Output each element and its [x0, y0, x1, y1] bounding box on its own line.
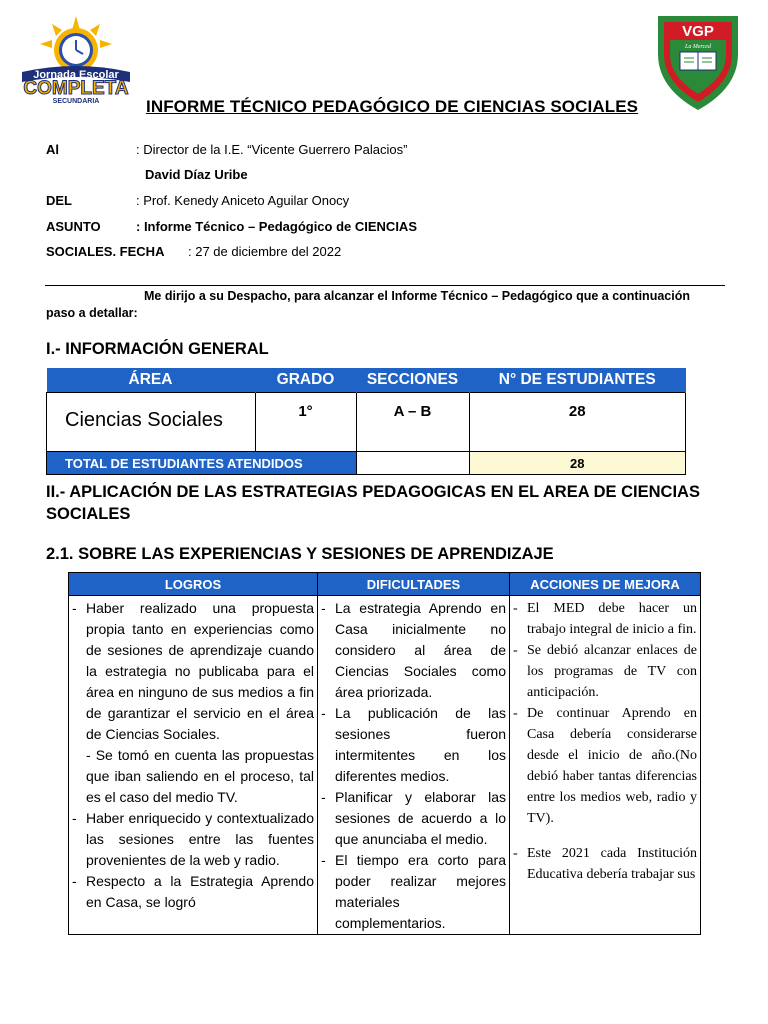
experiences-table [68, 572, 701, 935]
cell-grado: 1° [255, 393, 356, 452]
logros-cell [69, 596, 318, 935]
al-name: David Díaz Uribe [145, 167, 248, 182]
col-acciones: ACCIONES DE MEJORA [510, 573, 701, 596]
intro-text: Me dirijo a su Despacho, para alcanzar el Informe Técnico – Pedagógico que a continuación paso a detallar: [46, 289, 690, 320]
total-label: TOTAL DE ESTUDIANTES ATENDIDOS [47, 452, 357, 475]
col-logros: LOGROS [69, 573, 318, 596]
total-value: 28 [469, 452, 686, 475]
list-item: - Se tomó en cuenta las propuestas que iban saliendo en el proceso, tal es el caso del medio TV. [86, 747, 314, 805]
total-spacer [356, 452, 469, 475]
asunto-value: : Informe Técnico – Pedagógico de CIENCIAS [136, 219, 417, 234]
total-row [47, 452, 686, 475]
table-row [69, 596, 701, 935]
list-item: - Respecto a la Estrategia Aprendo en Casa, se logró [72, 873, 314, 910]
svg-text:SECUNDARIA: SECUNDARIA [52, 98, 100, 104]
svg-text:VGP: VGP [682, 23, 714, 40]
list-item: - El tiempo era corto para poder realizar mejores materiales complementarios. [321, 852, 506, 931]
svg-text:Jornada Escolar: Jornada Escolar [33, 69, 119, 81]
document-title: INFORME TÉCNICO PEDAGÓGICO DE CIENCIAS SOCIALES [146, 97, 639, 116]
jornada-escolar-completa-logo [12, 14, 140, 104]
asunto-line2: SOCIALES. FECHA [46, 244, 165, 259]
al-label: Al [46, 142, 59, 157]
dificultades-cell [318, 596, 510, 935]
section-1-heading: I.- INFORMACIÓN GENERAL [46, 340, 269, 358]
col-dificultades: DIFICULTADES [318, 573, 510, 596]
list-item: - Haber enriquecido y contextualizado las sesiones entre las fuentes provenientes de la web y radio. [72, 810, 314, 868]
header-divider [45, 285, 725, 286]
list-item: - La estrategia Aprendo en Casa inicialmente no considero al área de Ciencias Sociales como área priorizada. [321, 600, 506, 700]
list-item: - La publicación de las sesiones fueron intermitentes en los diferentes medios. [321, 705, 506, 784]
del-value: : Prof. Kenedy Aniceto Aguilar Onocy [136, 193, 350, 208]
list-item: - Planificar y elaborar las sesiones de acuerdo a lo que anunciaba el medio. [321, 789, 506, 847]
intro-paragraph [46, 288, 722, 322]
svg-text:COMPLETA: COMPLETA [23, 78, 129, 99]
acciones-cell [510, 596, 701, 935]
col-estudiantes: N° DE ESTUDIANTES [469, 368, 686, 393]
list-item: - Haber realizado una propuesta propia tanto en experiencias como de sesiones de aprendizaje cuando la estrategia no publicaba para el área en ninguno de sus medios a fin de garantizar el servicio en el área de Ciencias Sociales. [72, 600, 314, 742]
list-item: - Se debió alcanzar enlaces de los programas de TV con anticipación. [513, 643, 697, 700]
svg-text:La Merced: La Merced [685, 44, 711, 50]
list-item: - Este 2021 cada Institución Educativa debería trabajar sus [513, 846, 697, 882]
cell-secciones: A – B [356, 393, 469, 452]
list-item: - El MED debe hacer un trabajo integral de inicio a fin. [513, 601, 697, 637]
cell-estudiantes: 28 [469, 393, 686, 452]
general-info-table [46, 368, 686, 475]
asunto-label: ASUNTO [46, 219, 101, 234]
vgp-school-crest-logo [656, 14, 740, 112]
section-2-heading: II.- APLICACIÓN DE LAS ESTRATEGIAS PEDAGOGICAS EN EL AREA DE CIENCIAS SOCIALES [46, 483, 700, 523]
table-row [47, 393, 686, 452]
fecha-value: : 27 de diciembre del 2022 [188, 244, 342, 259]
col-area: ÁREA [47, 368, 256, 393]
del-label: DEL [46, 193, 72, 208]
al-value: : Director de la I.E. “Vicente Guerrero Palacios” [136, 142, 408, 157]
col-secciones: SECCIONES [356, 368, 469, 393]
section-2-1-heading: 2.1. SOBRE LAS EXPERIENCIAS Y SESIONES DE APRENDIZAJE [46, 545, 554, 563]
col-grado: GRADO [255, 368, 356, 393]
cell-area: Ciencias Sociales [47, 393, 256, 452]
list-item: - De continuar Aprendo en Casa debería considerarse desde el inicio de año.(No debió haber tantas diferencias entre los medios web, radio y TV). [513, 706, 697, 826]
